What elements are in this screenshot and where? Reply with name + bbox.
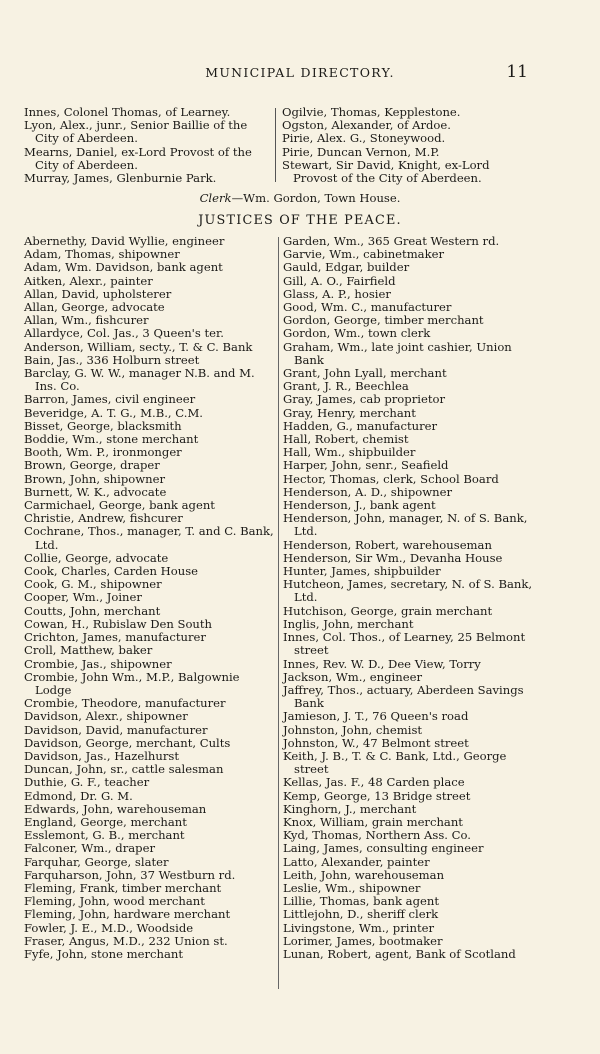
- directory-entry: Cochrane, Thos., manager, T. and C. Bank, Ltd.: [24, 524, 274, 552]
- directory-entry: Kellas, Jas. F., 48 Carden place: [283, 775, 465, 790]
- directory-entry: Hunter, James, shipbuilder: [283, 564, 441, 579]
- directory-entry: Graham, Wm., late joint cashier, Union Bank: [283, 339, 512, 367]
- directory-entry: Jackson, Wm., engineer: [283, 669, 423, 684]
- directory-entry: Glass, A. P., hosier: [283, 286, 391, 301]
- directory-entry: Lunan, Robert, agent, Bank of Scotland: [283, 946, 516, 961]
- directory-entry: Croll, Matthew, baker: [24, 643, 153, 658]
- directory-entry: Gray, Henry, merchant: [283, 405, 416, 420]
- directory-entry: Carmichael, George, bank agent: [24, 498, 215, 513]
- directory-entry: Beveridge, A. T. G., M.B., C.M.: [24, 405, 203, 420]
- directory-entry: Garvie, Wm., cabinetmaker: [283, 247, 445, 262]
- directory-entry: Stewart, Sir David, Knight, ex-Lord Provost of the City of Aberdeen.: [282, 157, 490, 186]
- directory-entry: Fleming, Frank, timber merchant: [24, 880, 222, 895]
- directory-entry: Harper, John, senr., Seafield: [283, 458, 449, 473]
- directory-entry: Booth, Wm. P., ironmonger: [24, 445, 182, 460]
- directory-entry: Henderson, A. D., shipowner: [283, 484, 453, 499]
- directory-entry: Hutchison, George, grain merchant: [283, 603, 493, 618]
- council-members: [0, 106, 600, 186]
- justices-list-right: [283, 235, 535, 961]
- directory-entry: Jaffrey, Thos., actuary, Aberdeen Savings Bank: [283, 682, 524, 711]
- directory-entry: Davidson, David, manufacturer: [24, 722, 208, 737]
- directory-entry: Lillie, Thomas, bank agent: [283, 894, 440, 909]
- directory-entry: Knox, William, grain merchant: [283, 814, 463, 829]
- directory-entry: Leith, John, warehouseman: [283, 867, 445, 882]
- directory-entry: Gauld, Edgar, builder: [283, 260, 410, 275]
- directory-entry: Fleming, John, hardware merchant: [24, 907, 231, 922]
- directory-entry: Crichton, James, manufacturer: [24, 630, 206, 645]
- directory-entry: Grant, John Lyall, merchant: [283, 366, 447, 381]
- justices-list-left: [24, 235, 276, 961]
- directory-entry: Laing, James, consulting engineer: [283, 841, 484, 856]
- directory-entry: Abernethy, David Wyllie, engineer: [24, 234, 225, 248]
- directory-entry: Gordon, George, timber merchant: [283, 313, 484, 328]
- clerk-line: [0, 191, 600, 205]
- directory-entry: Cooper, Wm., Joiner: [24, 590, 142, 605]
- directory-entry: Allan, George, advocate: [24, 300, 165, 315]
- justices-of-the-peace: [0, 235, 600, 995]
- directory-entry: Brown, George, draper: [24, 458, 160, 473]
- directory-entry: Mearns, Daniel, ex-Lord Provost of the City of Aberdeen.: [24, 144, 252, 172]
- directory-entry: Kyd, Thomas, Northern Ass. Co.: [283, 828, 471, 843]
- council-list-left: [24, 106, 272, 185]
- directory-entry: Gordon, Wm., town clerk: [283, 326, 431, 341]
- directory-entry: Johnston, John, chemist: [283, 722, 423, 737]
- directory-entry: Henderson, John, manager, N. of S. Bank, Ltd.: [283, 511, 528, 539]
- running-head: [0, 62, 600, 83]
- directory-entry: Inglis, John, merchant: [283, 616, 414, 631]
- directory-entry: Grant, J. R., Beechlea: [283, 379, 409, 394]
- directory-entry: Hadden, G., manufacturer: [283, 418, 438, 433]
- clerk-text: —Wm. Gordon, Town House.: [231, 191, 401, 205]
- directory-entry: Davidson, Jas., Hazelhurst: [24, 748, 180, 763]
- column-divider: [275, 108, 276, 182]
- directory-entry: Henderson, Sir Wm., Devanha House: [283, 550, 503, 565]
- directory-entry: Aitken, Alexr., painter: [24, 273, 153, 288]
- directory-entry: Cook, G. M., shipowner: [24, 577, 162, 592]
- directory-entry: Bain, Jas., 336 Holburn street: [24, 352, 200, 367]
- directory-entry: Innes, Colonel Thomas, of Learney.: [24, 105, 231, 119]
- directory-entry: Jamieson, J. T., 76 Queen's road: [283, 709, 469, 724]
- directory-entry: Bisset, George, blacksmith: [24, 418, 182, 433]
- directory-entry: Collie, George, advocate: [24, 550, 169, 565]
- directory-entry: Adam, Thomas, shipowner: [24, 247, 180, 262]
- council-list-right: [282, 106, 532, 185]
- directory-entry: Burnett, W. K., advocate: [24, 484, 167, 499]
- directory-entry: Kinghorn, J., merchant: [283, 801, 417, 816]
- directory-entry: Henderson, J., bank agent: [283, 498, 436, 513]
- directory-entry: Fyfe, John, stone merchant: [24, 946, 184, 961]
- directory-entry: Edwards, John, warehouseman: [24, 801, 207, 816]
- directory-entry: Barclay, G. W. W., manager N.B. and M. Ins. Co.: [24, 366, 255, 394]
- directory-entry: Gray, James, cab proprietor: [283, 392, 446, 407]
- directory-entry: Ogston, Alexander, of Ardoe.: [282, 118, 451, 133]
- directory-entry: Farquhar, George, slater: [24, 854, 169, 869]
- directory-entry: Edmond, Dr. G. M.: [24, 788, 133, 803]
- directory-entry: Davidson, George, merchant, Cults: [24, 735, 231, 750]
- directory-entry: Pirie, Duncan Vernon, M.P.: [282, 144, 440, 159]
- section-heading: JUSTICES OF THE PEACE.: [198, 213, 402, 228]
- directory-entry: Latto, Alexander, painter: [283, 854, 430, 869]
- directory-entry: Crombie, John Wm., M.P., Balgownie Lodge: [24, 669, 240, 697]
- directory-entry: England, George, merchant: [24, 814, 187, 829]
- directory-entry: Keith, J. B., T. & C. Bank, Ltd., George street: [283, 748, 507, 777]
- directory-entry: Innes, Col. Thos., of Learney, 25 Belmont street: [283, 630, 526, 658]
- directory-entry: Garden, Wm., 365 Great Western rd.: [283, 234, 500, 248]
- directory-entry: Gill, A. O., Fairfield: [283, 273, 396, 288]
- directory-entry: Duthie, G. F., teacher: [24, 775, 150, 790]
- clerk-label: Clerk: [199, 191, 232, 205]
- directory-entry: Allardyce, Col. Jas., 3 Queen's ter.: [24, 326, 224, 341]
- directory-entry: Cowan, H., Rubislaw Den South: [24, 616, 213, 631]
- directory-entry: Falconer, Wm., draper: [24, 841, 155, 856]
- directory-entry: Davidson, Alexr., shipowner: [24, 709, 188, 724]
- directory-entry: Good, Wm. C., manufacturer: [283, 300, 452, 315]
- column-divider: [278, 237, 279, 989]
- running-title: MUNICIPAL DIRECTORY.: [205, 65, 395, 80]
- directory-entry: Lorimer, James, bootmaker: [283, 933, 443, 948]
- directory-entry: Murray, James, Glenburnie Park.: [24, 171, 217, 186]
- directory-entry: Crombie, Jas., shipowner: [24, 656, 172, 671]
- directory-entry: Crombie, Theodore, manufacturer: [24, 696, 226, 711]
- directory-entry: Hall, Wm., shipbuilder: [283, 445, 416, 460]
- directory-entry: Allan, Wm., fishcurer: [24, 313, 149, 328]
- directory-entry: Barron, James, civil engineer: [24, 392, 196, 407]
- directory-entry: Allan, David, upholsterer: [24, 286, 172, 301]
- directory-entry: Littlejohn, D., sheriff clerk: [283, 907, 439, 922]
- directory-entry: Farquharson, John, 37 Westburn rd.: [24, 867, 236, 882]
- directory-entry: Henderson, Robert, warehouseman: [283, 537, 492, 552]
- directory-entry: Fowler, J. E., M.D., Woodside: [24, 920, 194, 935]
- directory-entry: Esslemont, G. B., merchant: [24, 828, 185, 843]
- directory-entry: Boddie, Wm., stone merchant: [24, 432, 199, 447]
- directory-entry: Hall, Robert, chemist: [283, 432, 409, 447]
- directory-entry: Livingstone, Wm., printer: [283, 920, 435, 935]
- directory-entry: Coutts, John, merchant: [24, 603, 161, 618]
- directory-entry: Christie, Andrew, fishcurer: [24, 511, 183, 526]
- directory-entry: Cook, Charles, Carden House: [24, 564, 199, 579]
- directory-entry: Fraser, Angus, M.D., 232 Union st.: [24, 933, 228, 948]
- directory-entry: Hutcheon, James, secretary, N. of S. Bank, Ltd.: [283, 577, 533, 605]
- directory-entry: Leslie, Wm., shipowner: [283, 880, 421, 895]
- directory-entry: Innes, Rev. W. D., Dee View, Torry: [283, 656, 481, 671]
- directory-entry: Ogilvie, Thomas, Kepplestone.: [282, 105, 461, 119]
- directory-entry: Duncan, John, sr., cattle salesman: [24, 762, 224, 777]
- directory-entry: Pirie, Alex. G., Stoneywood.: [282, 131, 446, 146]
- directory-entry: Adam, Wm. Davidson, bank agent: [24, 260, 223, 275]
- directory-entry: Hector, Thomas, clerk, School Board: [283, 471, 499, 486]
- directory-entry: Fleming, John, wood merchant: [24, 894, 205, 909]
- directory-entry: Johnston, W., 47 Belmont street: [283, 735, 469, 750]
- directory-entry: Brown, John, shipowner: [24, 471, 166, 486]
- directory-entry: Lyon, Alex., junr., Senior Baillie of the City of Aberdeen.: [24, 118, 248, 146]
- page-number: 11: [506, 62, 528, 82]
- directory-entry: Kemp, George, 13 Bridge street: [283, 788, 471, 803]
- directory-entry: Anderson, William, secty., T. & C. Bank: [24, 339, 253, 354]
